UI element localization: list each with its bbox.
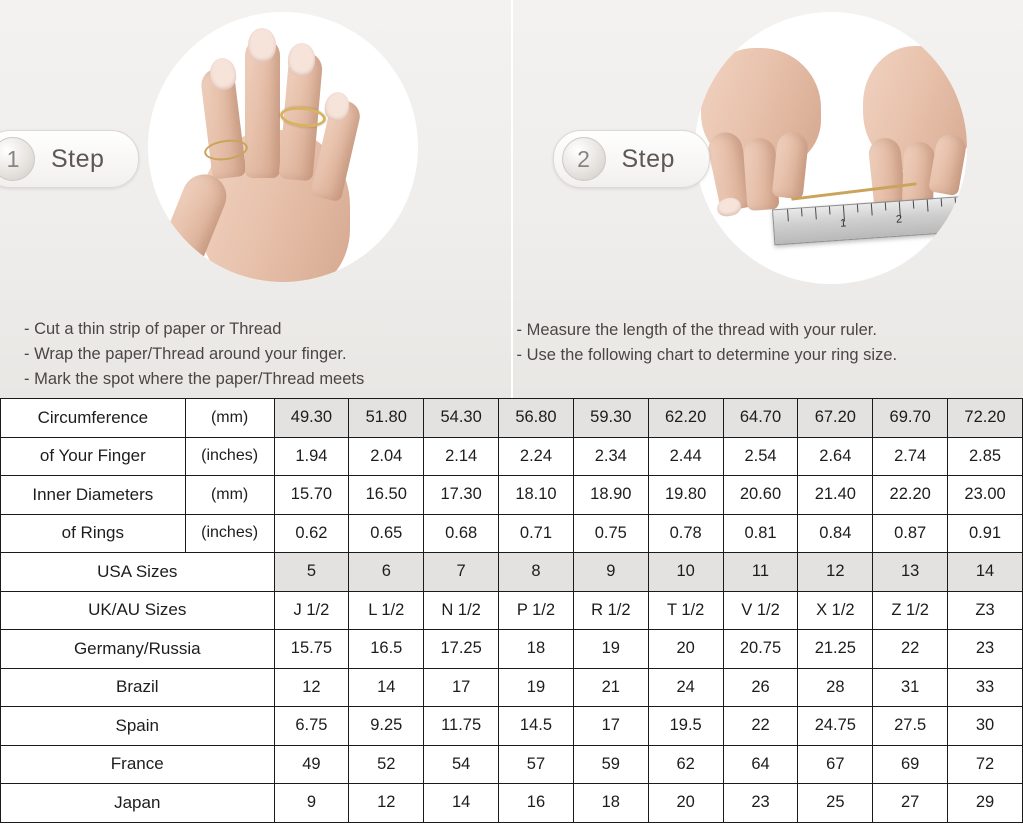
cell: 59.30 — [573, 399, 648, 438]
row-label-spain: Spain — [1, 707, 275, 746]
cell: 0.84 — [798, 514, 873, 553]
steps-section — [0, 0, 1023, 398]
cell: 19 — [573, 630, 648, 669]
step-1-badge — [0, 130, 139, 188]
cell: 2.54 — [723, 437, 798, 476]
cell: 19.5 — [648, 707, 723, 746]
cell: 72 — [948, 745, 1023, 784]
cell: 57 — [499, 745, 574, 784]
cell: 1.94 — [274, 437, 349, 476]
cell: Z 1/2 — [873, 591, 948, 630]
cell: 11 — [723, 553, 798, 592]
cell: 54 — [424, 745, 499, 784]
step-1-photo — [148, 12, 418, 282]
cell: 20 — [648, 784, 723, 823]
cell: 21.40 — [798, 476, 873, 515]
step-2-badge — [553, 130, 710, 188]
middle-nail — [248, 28, 276, 62]
row-label-circumference-2: of Your Finger — [1, 437, 186, 476]
hand-illustration — [148, 12, 418, 282]
cell: 15.75 — [274, 630, 349, 669]
table-row — [1, 707, 1023, 746]
cell: X 1/2 — [798, 591, 873, 630]
table-row — [1, 784, 1023, 823]
cell: 67 — [798, 745, 873, 784]
cell: J 1/2 — [274, 591, 349, 630]
step-2-label: Step — [621, 144, 675, 173]
cell: 22 — [873, 630, 948, 669]
cell: 2.24 — [499, 437, 574, 476]
cell: 2.64 — [798, 437, 873, 476]
cell: 49.30 — [274, 399, 349, 438]
cell: 9 — [573, 553, 648, 592]
cell: 21 — [573, 668, 648, 707]
cell: 20.60 — [723, 476, 798, 515]
unit-mm-diameter: (mm) — [185, 476, 274, 515]
cell: 24 — [648, 668, 723, 707]
step-2-instructions — [517, 318, 898, 368]
cell: 62 — [648, 745, 723, 784]
hands-with-ruler-illustration — [695, 12, 967, 284]
cell: 59 — [573, 745, 648, 784]
cell: 69 — [873, 745, 948, 784]
step-2-bullet-1: - Measure the length of the thread with your ruler. — [516, 321, 877, 339]
step-1-number: 1 — [0, 137, 35, 181]
cell: 2.85 — [948, 437, 1023, 476]
cell: 2.14 — [424, 437, 499, 476]
row-label-diameter-2: of Rings — [1, 514, 186, 553]
cell: 28 — [798, 668, 873, 707]
cell: 20.75 — [723, 630, 798, 669]
table-row — [1, 399, 1023, 438]
cell: 72.20 — [948, 399, 1023, 438]
step-1-bullet-3: - Mark the spot where the paper/Thread meets — [24, 370, 365, 388]
cell: 18.90 — [573, 476, 648, 515]
ruler-icon — [772, 195, 967, 246]
row-label-diameter-1: Inner Diameters — [1, 476, 186, 515]
cell: 2.44 — [648, 437, 723, 476]
table-row — [1, 668, 1023, 707]
cell: 0.87 — [873, 514, 948, 553]
cell: 12 — [798, 553, 873, 592]
cell: 64 — [723, 745, 798, 784]
table-row — [1, 514, 1023, 553]
cell: R 1/2 — [573, 591, 648, 630]
cell: 17.25 — [424, 630, 499, 669]
cell: 64.70 — [723, 399, 798, 438]
cell: 33 — [948, 668, 1023, 707]
cell: 14 — [948, 553, 1023, 592]
cell: 54.30 — [424, 399, 499, 438]
cell: 49 — [274, 745, 349, 784]
cell: 31 — [873, 668, 948, 707]
cell: 18 — [573, 784, 648, 823]
cell: 25 — [798, 784, 873, 823]
cell: 12 — [274, 668, 349, 707]
cell: 29 — [948, 784, 1023, 823]
cell: 0.81 — [723, 514, 798, 553]
row-label-france: France — [1, 745, 275, 784]
cell: 18.10 — [499, 476, 574, 515]
cell: 6.75 — [274, 707, 349, 746]
table-row — [1, 476, 1023, 515]
cell: 0.68 — [424, 514, 499, 553]
cell: 23 — [948, 630, 1023, 669]
step-2-number: 2 — [562, 137, 606, 181]
cell: 12 — [349, 784, 424, 823]
cell: 17.30 — [424, 476, 499, 515]
cell: 22 — [723, 707, 798, 746]
unit-inches-diameter: (inches) — [185, 514, 274, 553]
cell: 26 — [723, 668, 798, 707]
cell: 10 — [648, 553, 723, 592]
cell: N 1/2 — [424, 591, 499, 630]
cell: 0.71 — [499, 514, 574, 553]
cell: Z3 — [948, 591, 1023, 630]
row-label-germany-russia: Germany/Russia — [1, 630, 275, 669]
cell: 51.80 — [349, 399, 424, 438]
table-row — [1, 745, 1023, 784]
cell: 21.25 — [798, 630, 873, 669]
cell: 14 — [424, 784, 499, 823]
step-1-bullet-1: - Cut a thin strip of paper or Thread — [24, 320, 282, 338]
cell: 19.80 — [648, 476, 723, 515]
cell: 52 — [349, 745, 424, 784]
table-row — [1, 553, 1023, 592]
cell: 17 — [424, 668, 499, 707]
table-row — [1, 591, 1023, 630]
cell: 14 — [349, 668, 424, 707]
unit-inches-circumference: (inches) — [185, 437, 274, 476]
step-1-panel — [0, 0, 513, 398]
cell: P 1/2 — [499, 591, 574, 630]
cell: 23.00 — [948, 476, 1023, 515]
step-1-label: Step — [51, 144, 105, 173]
cell: 14.5 — [499, 707, 574, 746]
cell: T 1/2 — [648, 591, 723, 630]
cell: 67.20 — [798, 399, 873, 438]
cell: 27.5 — [873, 707, 948, 746]
step-2-panel — [513, 0, 1023, 398]
cell: 16.5 — [349, 630, 424, 669]
step-1-bullet-2: - Wrap the paper/Thread around your finger. — [24, 345, 347, 363]
table-row — [1, 437, 1023, 476]
cell: 16.50 — [349, 476, 424, 515]
cell: 0.65 — [349, 514, 424, 553]
ruler-mark-2: 2 — [895, 213, 903, 226]
cell: 9.25 — [349, 707, 424, 746]
cell: 20 — [648, 630, 723, 669]
ring-size-table — [0, 398, 1023, 823]
unit-mm-circumference: (mm) — [185, 399, 274, 438]
cell: 0.75 — [573, 514, 648, 553]
cell: V 1/2 — [723, 591, 798, 630]
cell: 11.75 — [424, 707, 499, 746]
cell: 56.80 — [499, 399, 574, 438]
cell: 7 — [424, 553, 499, 592]
cell: 2.74 — [873, 437, 948, 476]
step-2-photo — [695, 12, 967, 284]
cell: 16 — [499, 784, 574, 823]
ruler-mark-1: 1 — [839, 217, 847, 230]
cell: 8 — [499, 553, 574, 592]
step-1-instructions — [24, 317, 364, 392]
cell: 5 — [274, 553, 349, 592]
row-label-brazil: Brazil — [1, 668, 275, 707]
cell: 6 — [349, 553, 424, 592]
cell: 18 — [499, 630, 574, 669]
row-label-usa: USA Sizes — [1, 553, 275, 592]
cell: 9 — [274, 784, 349, 823]
cell: 0.78 — [648, 514, 723, 553]
row-label-japan: Japan — [1, 784, 275, 823]
cell: 2.34 — [573, 437, 648, 476]
cell: 19 — [499, 668, 574, 707]
cell: 62.20 — [648, 399, 723, 438]
cell: 69.70 — [873, 399, 948, 438]
table-row — [1, 630, 1023, 669]
cell: 22.20 — [873, 476, 948, 515]
cell: 15.70 — [274, 476, 349, 515]
row-label-uk-au: UK/AU Sizes — [1, 591, 275, 630]
row-label-circumference-1: Circumference — [1, 399, 186, 438]
cell: 17 — [573, 707, 648, 746]
cell: 23 — [723, 784, 798, 823]
cell: 27 — [873, 784, 948, 823]
cell: 30 — [948, 707, 1023, 746]
ruler-mark-3: 3 — [950, 209, 958, 222]
cell: 0.62 — [274, 514, 349, 553]
cell: 2.04 — [349, 437, 424, 476]
cell: 13 — [873, 553, 948, 592]
cell: 0.91 — [948, 514, 1023, 553]
cell: 24.75 — [798, 707, 873, 746]
cell: L 1/2 — [349, 591, 424, 630]
step-2-bullet-2: - Use the following chart to determine your ring size. — [516, 346, 898, 364]
